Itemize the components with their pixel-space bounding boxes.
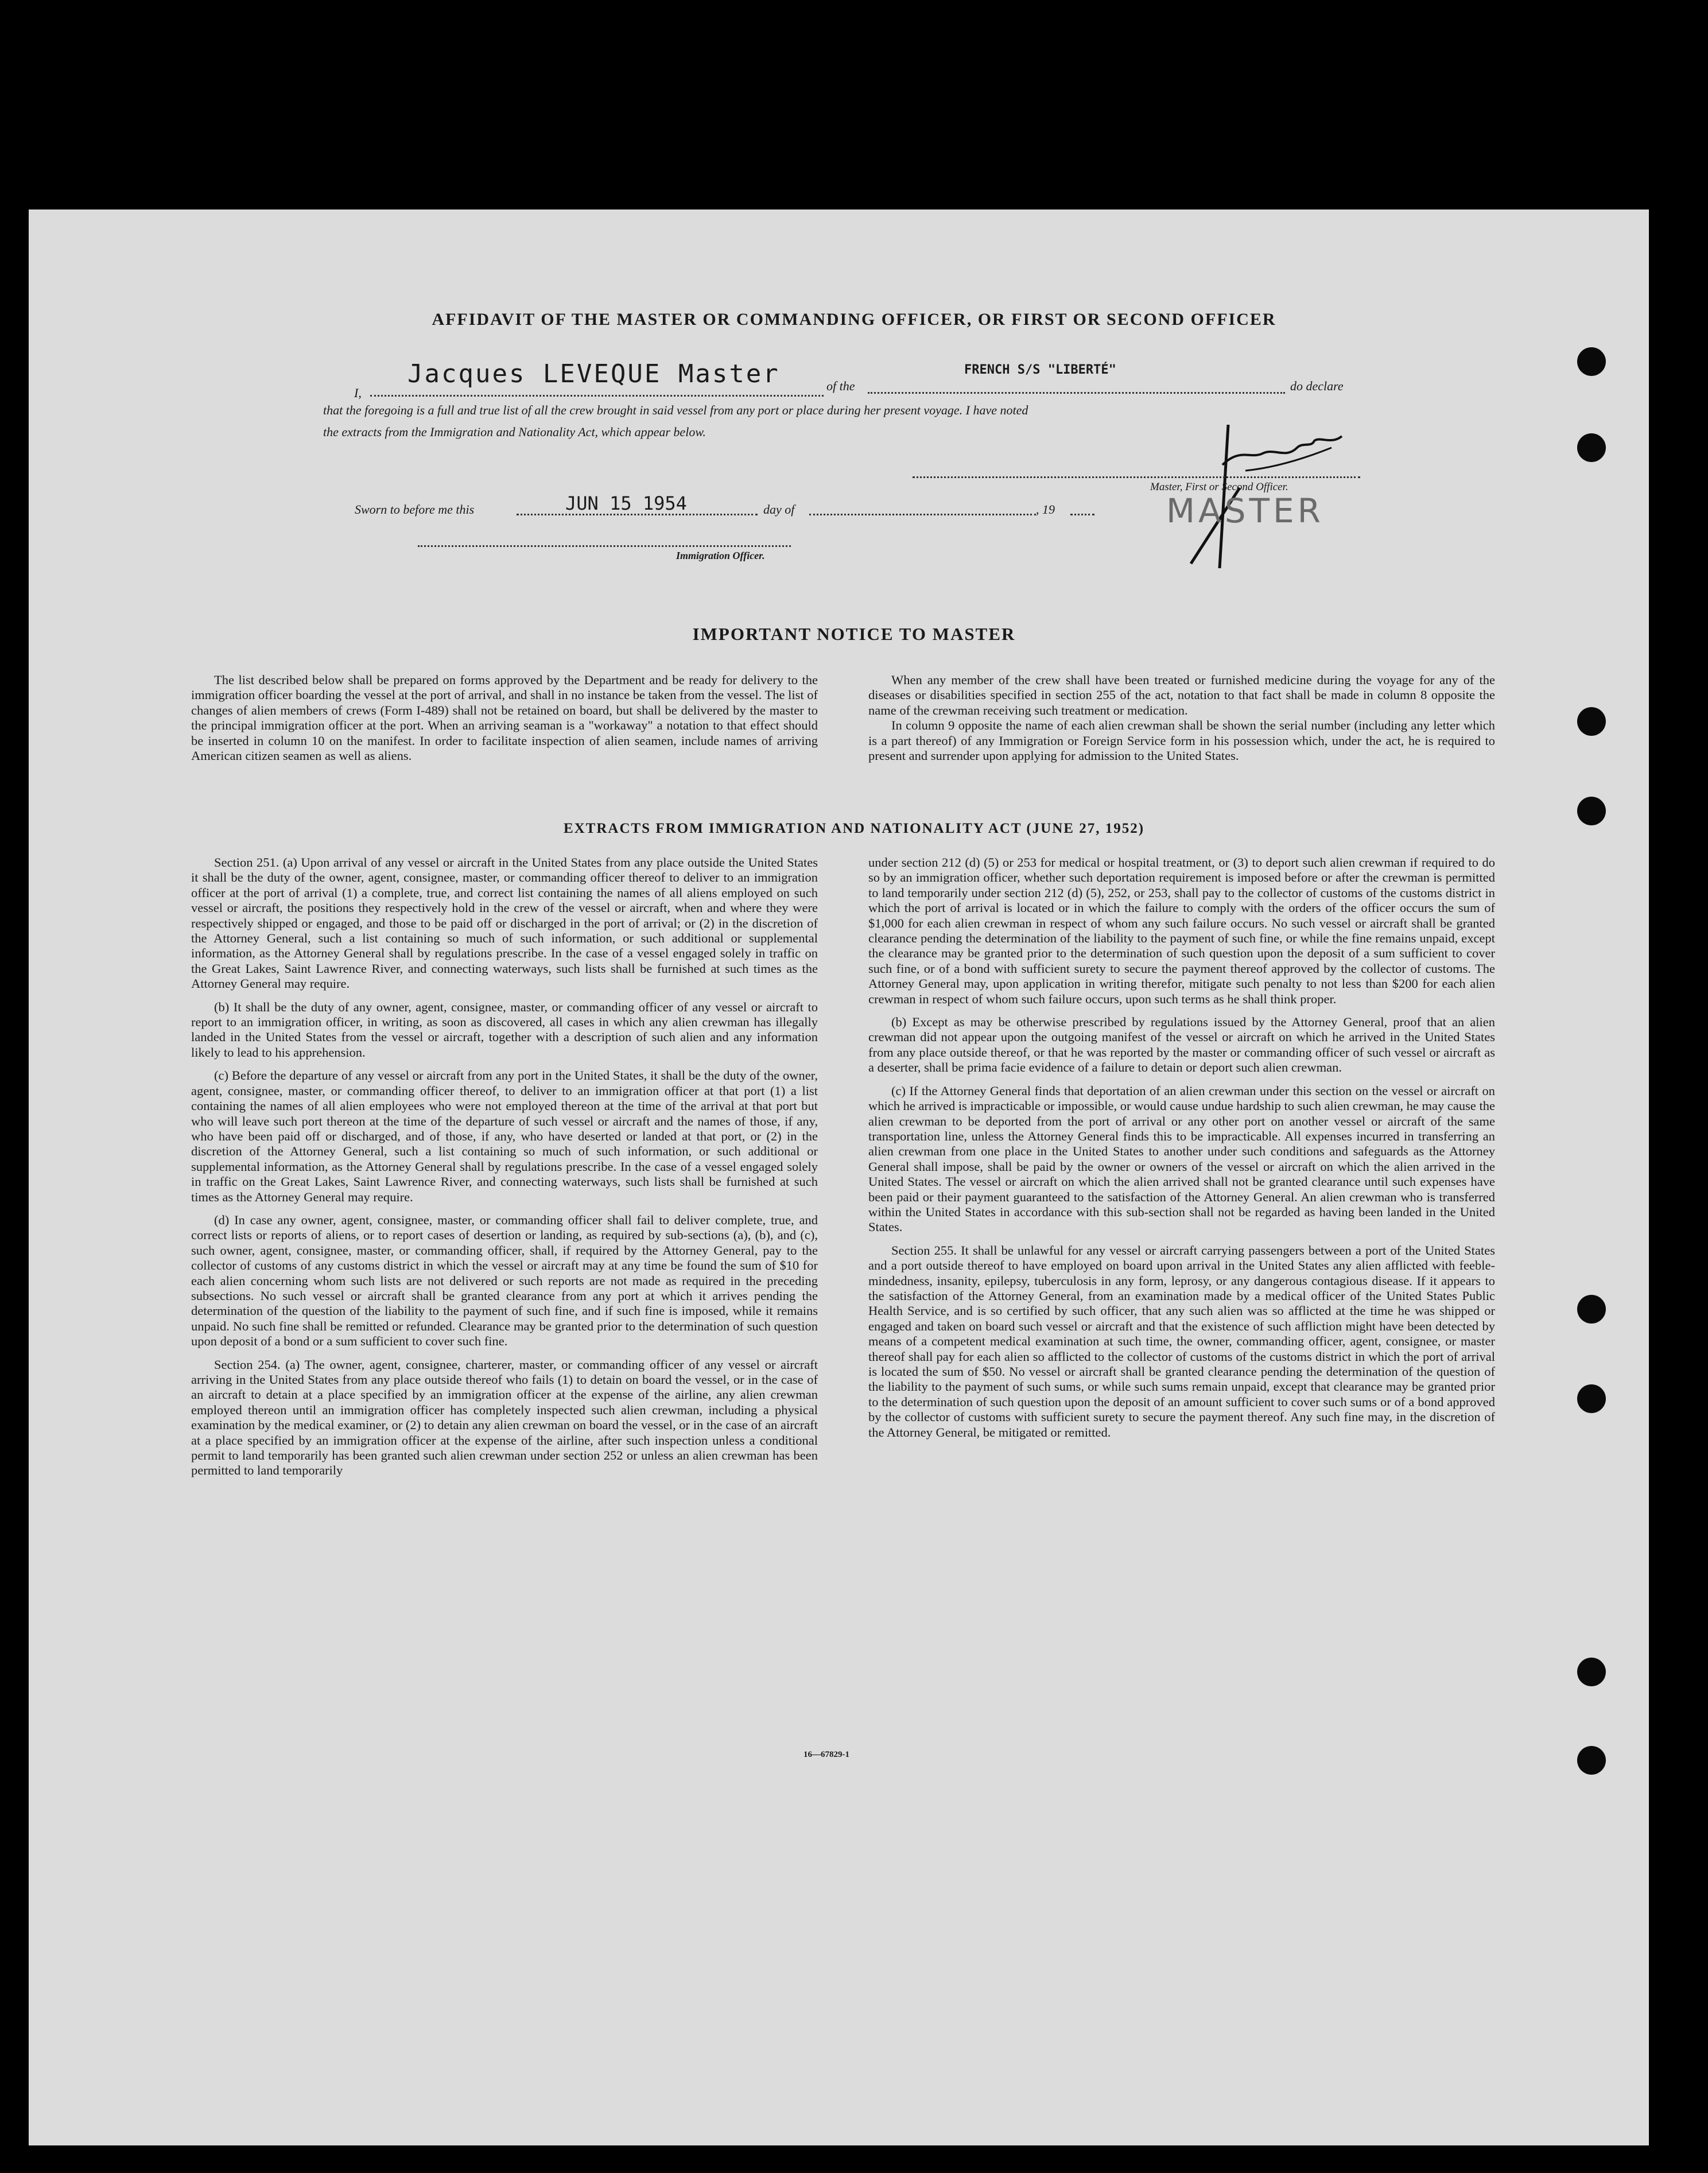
declarant-name: Jacques LEVEQUE Master [407, 359, 780, 389]
punch-hole [1577, 707, 1606, 736]
extracts-left-column [191, 855, 818, 1487]
declarant-line [370, 395, 824, 397]
year-label: , 19 [1036, 502, 1055, 517]
i-label: I, [354, 386, 362, 400]
punch-hole [1577, 433, 1606, 462]
of-the-label: of the [826, 379, 855, 393]
section-254-a: Section 254. (a) The owner, agent, consignee, charterer, master, or commanding officer of any vessel or aircraft arriving in the United States from any place outside thereof who fails (1) to detain on board the vessel, or in the case of an aircraft to detain at a place specified by an immigration officer at the expense of the airline, any alien crewman employed thereon until an immigration officer has completely inspected such alien crewman, including a physical examination by the medical examiner, or (2) to detain any alien crewman on board the vessel, or in the case of an aircraft at a place specified by an immigration officer at the expense of the airline, after such inspection unless a conditional permit to land temporarily has been granted such alien crewman under section 252 or unless an alien crewman has been permitted to land temporarily [191, 1357, 818, 1478]
month-line [809, 514, 1036, 515]
punch-hole [1577, 347, 1606, 376]
section-255: Section 255. It shall be unlawful for any vessel or aircraft carrying passengers between a port of the United States and a port outside thereof to have employed on board upon arrival in the United States any alien afflicted with feeble-mindedness, insanity, epilepsy, tuberculosis in any form, leprosy, or any dangerous contagious disease. If it appears to the satisfaction of the Attorney General, from an examination made by a medical officer of the United States Public Health Service, and is so certified by such officer, that any such alien was so afflicted at the time he was shipped or engaged and taken on board such vessel or aircraft and that the existence of such affliction might have been detected by means of a competent medical examination at such time, the owner, commanding officer, agent, consignee, or master thereof shall pay for each alien so afflicted to the collector of customs of the customs district in which the port of arrival is located the sum of $50. No vessel or aircraft shall be granted clearance pending the determination of the question of the liability to the payment of such sums, or while such sums remain unpaid, except that clearance may be granted prior to the determination of such question upon the deposit of an amount sufficient to cover such sums or of a bond approved by the collector of customs with sufficient surety to secure the payment thereof. Any such fine may, in the discretion of the Attorney General, be mitigated or remitted. [868, 1243, 1495, 1439]
declaration-line-2: that the foregoing is a full and true list of all the crew brought in said vessel from any port or place during her present voyage. I have noted [323, 403, 1028, 417]
officer-caption: Master, First or Second Officer. [1150, 481, 1288, 493]
section-254-a-continued: under section 212 (d) (5) or 253 for medical or hospital treatment, or (3) to deport such alien crewman if required to do so by an immigration officer, whether such deportation requirement is imposed before or after the crewman is permitted to land temporarily under section 212 (d) (5), 252, or 253, shall pay to the collector of customs of the customs district in which the port of arrival is located or in which the failure to comply with the orders of the officer occurs the sum of $1,000 for each alien crewman in respect of whom any such failure occurs. No such vessel or aircraft shall be granted clearance pending the determination of the liability to the payment of such fine, or while the fine remains unpaid, except the clearance may be granted prior to the determination of such question upon the deposit of a sum sufficient to cover such fine, or of a bond with sufficient surety to secure the payment thereof approved by the collector of customs. The Attorney General may, upon application in writing therefor, mitigate such penalty to not less than $200 for each alien crewman in respect of whom such failure occurs, upon such terms as he shall think proper. [868, 855, 1495, 1006]
notice-left-paragraph: The list described below shall be prepared on forms approved by the Department and be ready for delivery to the immigration officer boarding the vessel at the port of arrival, and shall in no instance be taken from the vessel. The list of changes of alien members of crews (Form I-489) shall not be retained on board, but shall be delivered by the master to the principal immigration officer at the port. When an arriving seaman is a "workaway" a notation to that effect should be inserted in column 10 on the manifest. In order to facilitate inspection of alien seamen, include names of arriving American citizen seamen as well as aliens. [191, 673, 818, 763]
section-254-b: (b) Except as may be otherwise prescribed by regulations issued by the Attorney General, proof that an alien crewman did not appear upon the outgoing manifest of the vessel or aircraft on which he arrived in the United States from any place outside thereof, or that he was reported by the master or commanding officer of such vessel or aircraft as a deserter, shall be prima facie evidence of a failure to detain or deport such alien crewman. [868, 1015, 1495, 1075]
officer-line [913, 476, 1360, 478]
sworn-label: Sworn to before me this [355, 502, 475, 517]
section-251-b: (b) It shall be the duty of any owner, agent, consignee, master, or commanding officer of any vessel or aircraft to report to an immigration officer, in writing, as soon as discovered, all cases in which any alien crewman has illegally landed in the United States from the vessel or aircraft, together with a description of such alien and any information likely to lead to his apprehension. [191, 999, 818, 1060]
do-declare-label: do declare [1290, 379, 1344, 393]
immigration-officer-line [418, 545, 791, 547]
notice-right-paragraph-1: When any member of the crew shall have been treated or furnished medicine during the voyage for any of the diseases or disabilities specified in section 255 of the act, notation to that fact shall be made in column 8 opposite the name of the crewman receiving such treatment or medication. [868, 673, 1495, 717]
section-251-a: Section 251. (a) Upon arrival of any vessel or aircraft in the United States from any place outside the United States it shall be the duty of the owner, agent, consignee, master, or commanding officer thereof to deliver to an immigration officer at the port of arrival (1) a complete, true, and correct list containing the names of all aliens employed on such vessel or aircraft, the positions they respectively hold in the crew of the vessel or aircraft, when and where they were respectively shipped or engaged, and those to be paid off or discharged in the port of arrival; or (2) in the discretion of the Attorney General, such a list containing so much of such information, or such additional or supplemental information, as the Attorney General shall by regulations prescribe. In the case of a vessel engaged solely in traffic on the Great Lakes, Saint Lawrence River, and connecting waterways, such lists shall be furnished at such times as the Attorney General may require. [191, 855, 818, 991]
section-254-c: (c) If the Attorney General finds that deportation of an alien crewman under this section on the vessel or aircraft on which he arrived is impracticable or impossible, or would cause undue hardship to such alien crewman, he may cause the alien crewman to be deported from the port of arrival or any other port on another vessel or aircraft of the same transportation line, unless the Attorney General finds this to be impracticable. All expenses incurred in transferring an alien crewman from one place in the United States to another under such conditions and safeguards as the Attorney General shall impose, shall be paid by the owner or owners of the vessel or aircraft on which the alien arrived in the United States. The vessel or aircraft on which the alien arrived shall not be granted clearance until such expenses have been paid or their payment guaranteed to the satisfaction of the Attorney General. An alien crewman who is transferred within the United States in accordance with this sub-section shall not be regarded as having been landed in the United States. [868, 1083, 1495, 1235]
day-of-label: day of [763, 502, 795, 517]
extracts-right-column [868, 855, 1495, 1448]
punch-hole [1577, 1384, 1606, 1413]
vessel-line [868, 392, 1285, 394]
section-251-d: (d) In case any owner, agent, consignee, master, or commanding officer shall fail to deliver complete, true, and correct lists or reports of aliens, or to report cases of desertion or landing, as required by sub-sections (a), (b), and (c), such owner, agent, consignee, master, or commanding officer, shall, if required by the Attorney General, pay to the collector of customs of any customs district in which the vessel or aircraft may at any time be found the sum of $10 for each alien concerning whom such lists are not delivered or such reports are not made as required in the preceding subsections. No such vessel or aircraft shall be granted clearance from any port at which it arrives pending the determination of the question of the liability to the payment of such fine, and if such fine is imposed, while it remains unpaid. No such fine shall be remitted or refunded. Clearance may be granted prior to the determination of such question upon deposit of a bond or a sum sufficient to cover such fine. [191, 1212, 818, 1349]
notice-right-column [868, 673, 1495, 771]
punch-hole [1577, 1658, 1606, 1686]
extracts-title: EXTRACTS FROM IMMIGRATION AND NATIONALITY ACT (JUNE 27, 1952) [563, 821, 1145, 836]
punch-hole [1577, 1746, 1606, 1775]
notice-right-paragraph-2: In column 9 opposite the name of each alien crewman shall be shown the serial number (including any letter which is a part thereof) of any Immigration or Foreign Service form in his possession which, under the act, he is required to present and surrender upon applying for admission to the United States. [868, 718, 1495, 763]
immigration-officer-caption: Immigration Officer. [676, 550, 765, 561]
sworn-date: JUN 15 1954 [565, 492, 687, 514]
section-251-c: (c) Before the departure of any vessel or aircraft from any port in the United States, it shall be the duty of the owner, agent, consignee, master, or commanding officer thereof, to deliver to an immigration officer at that port (1) a list containing the names of all alien employees who were not employed thereon at the time of the arrival at that port but who will leave such port thereon at the time of the departure of such vessel or aircraft and the names of those, if any, who have been paid off or discharged, and of those, if any, who have deserted or landed at that port, or (2) in the discretion of the Attorney General, such a list containing so much of such information, or such additional or supplemental information, as the Attorney General shall by regulations prescribe. In the case of a vessel engaged solely in traffic on the Great Lakes, Saint Lawrence River, and connecting waterways, such lists shall be furnished at such times as the Attorney General may require. [191, 1068, 818, 1204]
notice-left-column [191, 673, 818, 771]
declaration-line-3: the extracts from the Immigration and Nationality Act, which appear below. [323, 425, 706, 439]
vessel-name: FRENCH S/S "LIBERTÉ" [964, 363, 1116, 377]
affidavit-title: AFFIDAVIT OF THE MASTER OR COMMANDING OFFICER, OR FIRST OR SECOND OFFICER [432, 310, 1276, 329]
form-number: 16—67829-1 [803, 1750, 849, 1759]
notice-title: IMPORTANT NOTICE TO MASTER [692, 624, 1016, 644]
master-stamp: MASTER [1166, 491, 1324, 530]
year-line [1070, 514, 1094, 515]
punch-hole [1577, 1295, 1606, 1324]
